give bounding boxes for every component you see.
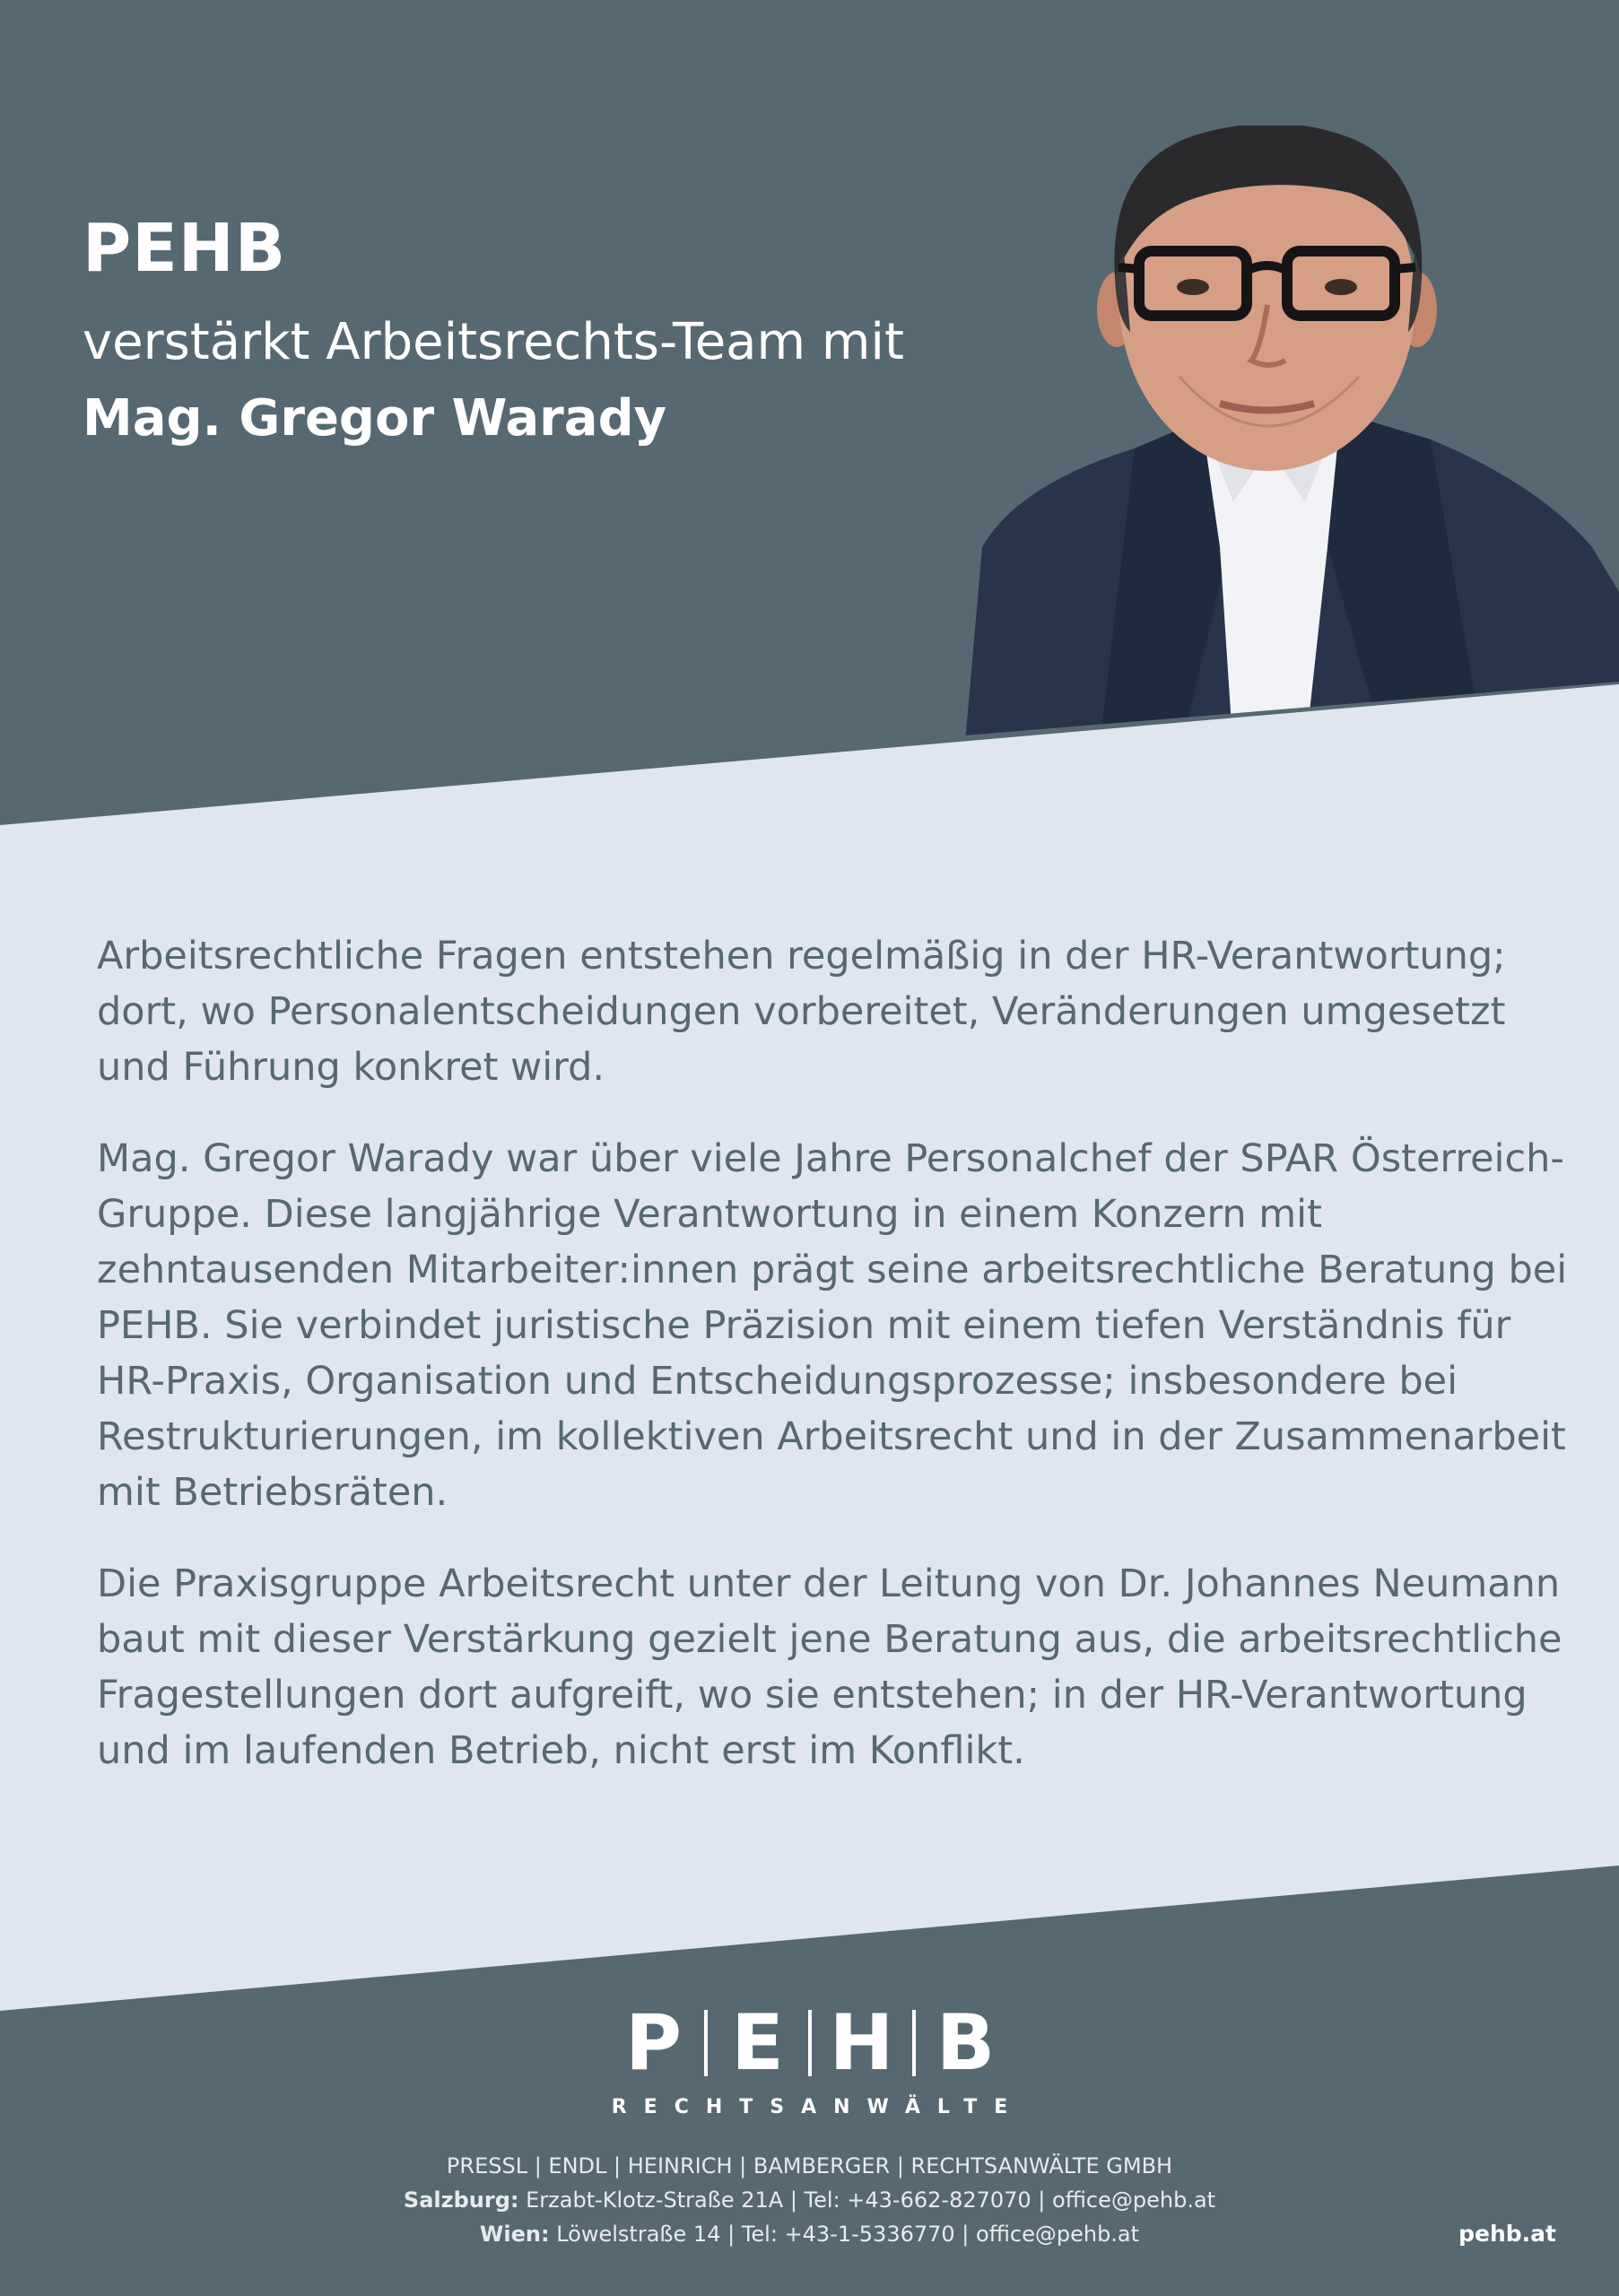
logo-wordmark — [611, 1998, 1009, 2088]
logo-letter-h: H — [829, 1998, 894, 2088]
paragraph-practice-group: Die Praxisgruppe Arbeitsrecht unter der Leitung von Dr. Johannes Neumann baut mit dieser Verstärkung gezielt jene Beratung aus, die arbeitsrechtliche Fragestellungen dort aufgreift, wo sie entstehen; in der HR-Verantwortung und im laufenden Betrieb, nicht erst im Konflikt. — [97, 1561, 1562, 1773]
website-link[interactable]: pehb.at — [1458, 2221, 1556, 2247]
headline-brand: PEHB — [83, 210, 287, 287]
headline-subline: verstärkt Arbeitsrechts-Team mit — [83, 313, 904, 371]
logo-letter-b: B — [936, 1998, 996, 2088]
headline-person-name: Mag. Gregor Warady — [83, 389, 667, 448]
logo-divider — [808, 2010, 812, 2076]
footer-wien-details: Löwelstraße 14 | Tel: +43-1-5336770 | office@pehb.at — [556, 2222, 1140, 2247]
footer-wien-label: Wien: — [479, 2222, 550, 2247]
article-body — [97, 928, 1577, 1814]
logo-divider — [704, 2010, 708, 2076]
footer-salzburg-details: Erzabt-Klotz-Straße 21A | Tel: +43-662-827070 | office@pehb.at — [526, 2187, 1216, 2213]
logo-letter-p: P — [624, 1998, 683, 2088]
footer-firm-name: PRESSL | ENDL | HEINRICH | BAMBERGER | RECHTSANWÄLTE GMBH — [446, 2153, 1173, 2179]
headline — [83, 210, 904, 448]
paragraph-profile: Mag. Gregor Warady war über viele Jahre Personalchef der SPAR Österreich-Gruppe. Diese langjährige Verantwortung in einem Konzern mit zehntausenden Mitarbeiter:innen prägt seine arbeitsrechtliche Beratung bei PEHB. Sie verbindet juristische Präzision mit einem tiefen Verständnis für HR-Praxis, Organisation und Entscheidungsprozesse; insbesondere bei Restrukturierungen, im kollektiven Arbeitsrecht und in der Zusammenarbeit mit Betriebsräten. — [97, 1136, 1568, 1515]
footer-wien-line — [0, 2217, 1619, 2251]
logo-tagline: RECHTSANWÄLTE — [611, 2096, 1025, 2118]
pehb-logo — [0, 1998, 1619, 2118]
logo-letter-e: E — [731, 1998, 784, 2088]
paragraph-intro: Arbeitsrechtliche Fragen entstehen regelmäßig in der HR-Verantwortung; dort, wo Personalentscheidungen vorbereitet, Veränderungen umgesetzt und Führung konkret wird. — [97, 934, 1506, 1090]
footer-salzburg-label: Salzburg: — [403, 2187, 519, 2213]
logo-divider — [912, 2010, 916, 2076]
footer-salzburg-line — [0, 2183, 1619, 2217]
portrait-photo — [964, 126, 1619, 753]
footer-contact — [0, 2149, 1619, 2251]
